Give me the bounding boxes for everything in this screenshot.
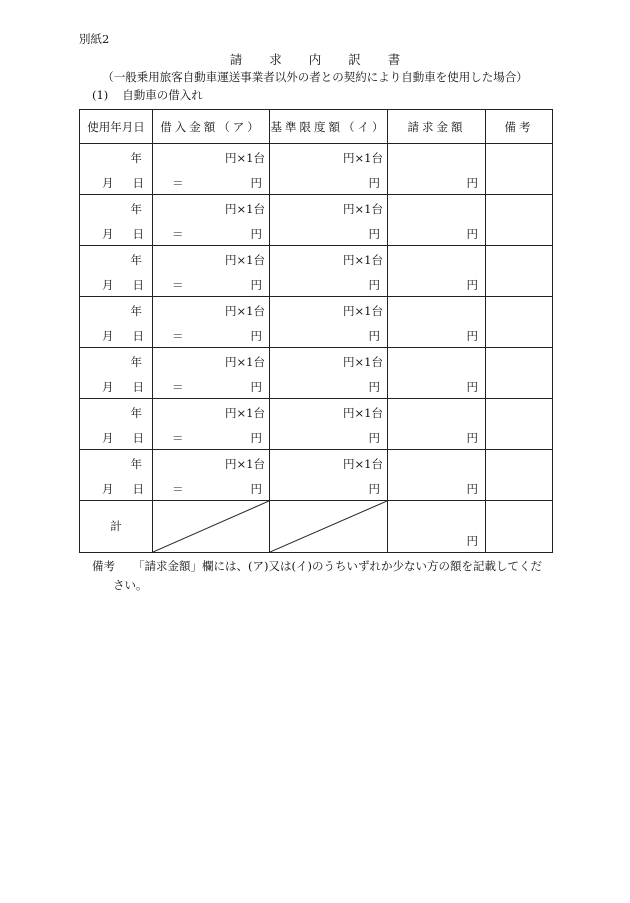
table-row — [80, 399, 553, 450]
header-remarks: 備考 — [486, 110, 553, 144]
day-label: 日 — [132, 431, 144, 445]
day-label: 日 — [132, 380, 144, 394]
rental-amount-cell — [153, 246, 270, 297]
day-label: 日 — [132, 227, 144, 241]
per-unit-label: 円×1台 — [225, 457, 265, 471]
equals-sign: ＝ — [172, 278, 184, 292]
equals-sign: ＝ — [172, 227, 184, 241]
yen-label: 円 — [368, 431, 380, 445]
per-unit-label: 円×1台 — [225, 355, 265, 369]
per-unit-label: 円×1台 — [343, 406, 383, 420]
date-cell — [80, 195, 153, 246]
per-unit-label: 円×1台 — [343, 304, 383, 318]
per-unit-label: 円×1台 — [343, 202, 383, 216]
per-unit-label: 円×1台 — [225, 253, 265, 267]
total-yen: 円 — [466, 534, 478, 548]
year-label: 年 — [130, 355, 142, 369]
note-text: 「請求金額」欄には、(ア)又は(イ)のうちいずれか少ない方の額を記載してくだ — [133, 559, 542, 573]
rental-amount-cell — [153, 195, 270, 246]
yen-label: 円 — [466, 380, 478, 394]
date-cell — [80, 399, 153, 450]
diagonal-line — [270, 501, 387, 552]
standard-limit-cell — [270, 195, 388, 246]
yen-label: 円 — [466, 227, 478, 241]
standard-limit-cell — [270, 246, 388, 297]
yen-label: 円 — [250, 278, 262, 292]
yen-label: 円 — [368, 482, 380, 496]
section-heading — [92, 87, 203, 103]
month-label: 月 — [102, 431, 114, 445]
standard-limit-cell — [270, 399, 388, 450]
yen-label: 円 — [466, 176, 478, 190]
note-line-1 — [92, 558, 542, 574]
per-unit-label: 円×1台 — [225, 151, 265, 165]
yen-label: 円 — [466, 329, 478, 343]
total-label: 計 — [110, 519, 122, 533]
claim-amount-cell — [388, 297, 486, 348]
remarks-cell — [486, 399, 553, 450]
per-unit-label: 円×1台 — [343, 151, 383, 165]
table-row — [80, 246, 553, 297]
month-label: 月 — [102, 329, 114, 343]
day-label: 日 — [132, 329, 144, 343]
per-unit-label: 円×1台 — [225, 406, 265, 420]
equals-sign: ＝ — [172, 482, 184, 496]
yen-label: 円 — [368, 380, 380, 394]
per-unit-label: 円×1台 — [343, 253, 383, 267]
yen-label: 円 — [466, 482, 478, 496]
total-limit-cell — [270, 501, 388, 553]
rental-amount-cell — [153, 297, 270, 348]
month-label: 月 — [102, 482, 114, 496]
date-cell — [80, 144, 153, 195]
equals-sign: ＝ — [172, 176, 184, 190]
month-label: 月 — [102, 176, 114, 190]
rental-amount-cell — [153, 144, 270, 195]
year-label: 年 — [130, 304, 142, 318]
equals-sign: ＝ — [172, 329, 184, 343]
section-title: 自動車の借入れ — [122, 88, 203, 102]
annex-label: 別紙2 — [79, 32, 110, 46]
per-unit-label: 円×1台 — [225, 202, 265, 216]
yen-label: 円 — [250, 431, 262, 445]
yen-label: 円 — [250, 380, 262, 394]
month-label: 月 — [102, 278, 114, 292]
per-unit-label: 円×1台 — [225, 304, 265, 318]
per-unit-label: 円×1台 — [343, 457, 383, 471]
equals-sign: ＝ — [172, 380, 184, 394]
remarks-cell — [486, 246, 553, 297]
note-line-2: さい。 — [113, 578, 148, 592]
claim-amount-cell — [388, 195, 486, 246]
yen-label: 円 — [250, 329, 262, 343]
yen-label: 円 — [466, 431, 478, 445]
total-rental-cell — [153, 501, 270, 553]
year-label: 年 — [130, 457, 142, 471]
table-row — [80, 144, 553, 195]
standard-limit-cell — [270, 144, 388, 195]
table-row — [80, 195, 553, 246]
header-rental-amount: 借入金額（ア） — [153, 110, 270, 144]
note-label: 備考 — [92, 559, 115, 573]
yen-label: 円 — [368, 329, 380, 343]
table-header-row — [80, 110, 553, 144]
month-label: 月 — [102, 227, 114, 241]
diagonal-line — [153, 501, 269, 552]
total-row — [80, 501, 553, 553]
claim-amount-cell — [388, 144, 486, 195]
year-label: 年 — [130, 253, 142, 267]
remarks-cell — [486, 297, 553, 348]
yen-label: 円 — [466, 278, 478, 292]
rental-amount-cell — [153, 348, 270, 399]
standard-limit-cell — [270, 297, 388, 348]
remarks-cell — [486, 195, 553, 246]
yen-label: 円 — [368, 227, 380, 241]
year-label: 年 — [130, 151, 142, 165]
header-usage-date: 使用年月日 — [80, 110, 153, 144]
year-label: 年 — [130, 406, 142, 420]
section-number: (1) — [92, 88, 109, 102]
date-cell — [80, 348, 153, 399]
total-claim-cell — [388, 501, 486, 553]
claim-amount-cell — [388, 246, 486, 297]
yen-label: 円 — [368, 176, 380, 190]
remarks-cell — [486, 144, 553, 195]
header-standard-limit: 基準限度額（イ） — [270, 110, 388, 144]
document-title: 請求内訳書 — [229, 52, 428, 67]
equals-sign: ＝ — [172, 431, 184, 445]
yen-label: 円 — [368, 278, 380, 292]
total-remarks-cell — [486, 501, 553, 553]
date-cell — [80, 297, 153, 348]
standard-limit-cell — [270, 450, 388, 501]
rental-amount-cell — [153, 450, 270, 501]
per-unit-label: 円×1台 — [343, 355, 383, 369]
claim-amount-cell — [388, 399, 486, 450]
table-row — [80, 450, 553, 501]
claim-amount-cell — [388, 450, 486, 501]
document-subtitle: （一般乗用旅客自動車運送事業者以外の者との契約により自動車を使用した場合） — [102, 70, 528, 84]
day-label: 日 — [132, 176, 144, 190]
yen-label: 円 — [250, 482, 262, 496]
date-cell — [80, 450, 153, 501]
total-label-cell — [80, 501, 153, 553]
date-cell — [80, 246, 153, 297]
day-label: 日 — [132, 278, 144, 292]
breakdown-table — [79, 109, 553, 553]
year-label: 年 — [130, 202, 142, 216]
yen-label: 円 — [250, 227, 262, 241]
day-label: 日 — [132, 482, 144, 496]
remarks-cell — [486, 450, 553, 501]
yen-label: 円 — [250, 176, 262, 190]
remarks-cell — [486, 348, 553, 399]
claim-amount-cell — [388, 348, 486, 399]
rental-amount-cell — [153, 399, 270, 450]
month-label: 月 — [102, 380, 114, 394]
table-row — [80, 297, 553, 348]
header-claim-amount: 請求金額 — [388, 110, 486, 144]
standard-limit-cell — [270, 348, 388, 399]
table-row — [80, 348, 553, 399]
